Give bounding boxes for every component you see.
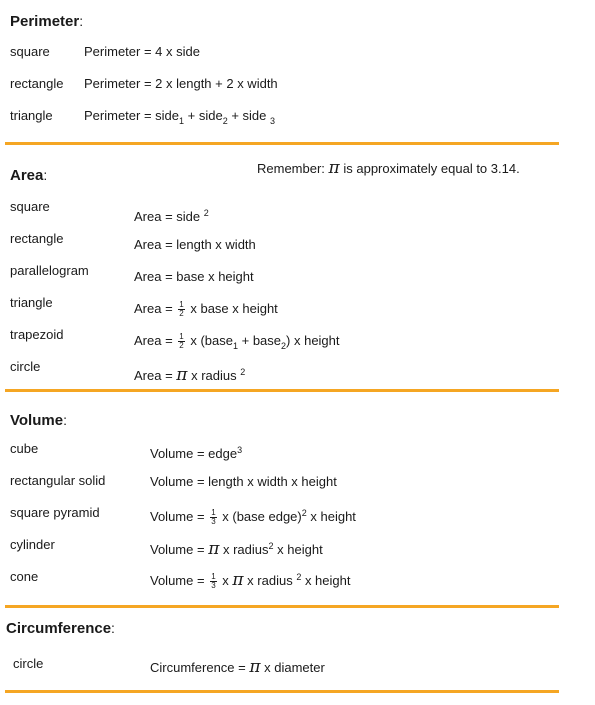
pi-symbol: π xyxy=(208,539,220,559)
area-circle-label: circle xyxy=(10,359,41,374)
area-rectangle-label: rectangle xyxy=(10,231,64,246)
section-divider xyxy=(5,605,559,608)
perimeter-square-formula: Perimeter = 4 x side xyxy=(84,44,200,59)
remember-note: Remember: π is approximately equal to 3.14. xyxy=(257,158,520,178)
volume-cylinder-label: cylinder xyxy=(10,537,55,552)
area-rectangle-formula: Area = length x width xyxy=(134,237,256,252)
perimeter-triangle-formula: Perimeter = side$_1$ + side$_2$ + side $_3$ xyxy=(84,108,276,126)
area-triangle-formula: Area = $\frac{1}{2}$ x base x height xyxy=(134,300,278,319)
section-divider xyxy=(5,389,559,392)
volume-square-pyramid-label: square pyramid xyxy=(10,505,100,520)
perimeter-heading: Perimeter: xyxy=(10,13,84,30)
area-parallelogram-formula: Area = base x height xyxy=(134,269,254,284)
area-heading: Area: xyxy=(10,167,48,184)
fraction: $\frac{1}{2}$ xyxy=(179,332,184,351)
fraction: $\frac{1}{2}$ xyxy=(179,300,184,319)
section-divider xyxy=(5,142,559,145)
perimeter-triangle-label: triangle xyxy=(10,108,53,123)
area-square-label: square xyxy=(10,199,50,214)
volume-rectangular-solid-formula: Volume = length x width x height xyxy=(150,474,337,489)
volume-cylinder-formula: Volume = π x radius$^2$ x height xyxy=(150,539,323,559)
volume-cube-formula: Volume = edge$^3$ xyxy=(150,445,243,461)
fraction: $\frac{1}{3}$ xyxy=(211,572,216,591)
circumference-circle-formula: Circumference = π x diameter xyxy=(150,657,325,677)
volume-cube-label: cube xyxy=(10,441,39,456)
area-square-formula: Area = side $^2$ xyxy=(134,208,209,224)
perimeter-square-label: square xyxy=(10,44,50,59)
area-trapezoid-formula: Area = $\frac{1}{2}$ x (base$_1$ + base$_2$) x height xyxy=(134,332,340,351)
pi-symbol: π xyxy=(176,365,188,385)
pi-symbol: π xyxy=(249,657,261,677)
area-circle-formula: Area = π x radius $^2$ xyxy=(134,365,246,385)
volume-heading: Volume: xyxy=(10,412,67,429)
circumference-circle-label: circle xyxy=(13,656,44,671)
pi-symbol: π xyxy=(328,158,340,178)
volume-square-pyramid-formula: Volume = $\frac{1}{3}$ x (base edge)$^2$ x height xyxy=(150,508,356,527)
circumference-heading: Circumference: xyxy=(6,620,115,637)
area-triangle-label: triangle xyxy=(10,295,53,310)
volume-rectangular-solid-label: rectangular solid xyxy=(10,473,106,488)
section-divider xyxy=(5,690,559,693)
perimeter-rectangle-formula: Perimeter = 2 x length + 2 x width xyxy=(84,76,278,91)
area-parallelogram-label: parallelogram xyxy=(10,263,89,278)
volume-cone-formula: Volume = $\frac{1}{3}$ x π x radius $^2$ x height xyxy=(150,570,351,591)
pi-symbol: π xyxy=(232,570,244,590)
perimeter-rectangle-label: rectangle xyxy=(10,76,64,91)
volume-cone-label: cone xyxy=(10,569,39,584)
fraction: $\frac{1}{3}$ xyxy=(211,508,216,527)
area-trapezoid-label: trapezoid xyxy=(10,327,64,342)
